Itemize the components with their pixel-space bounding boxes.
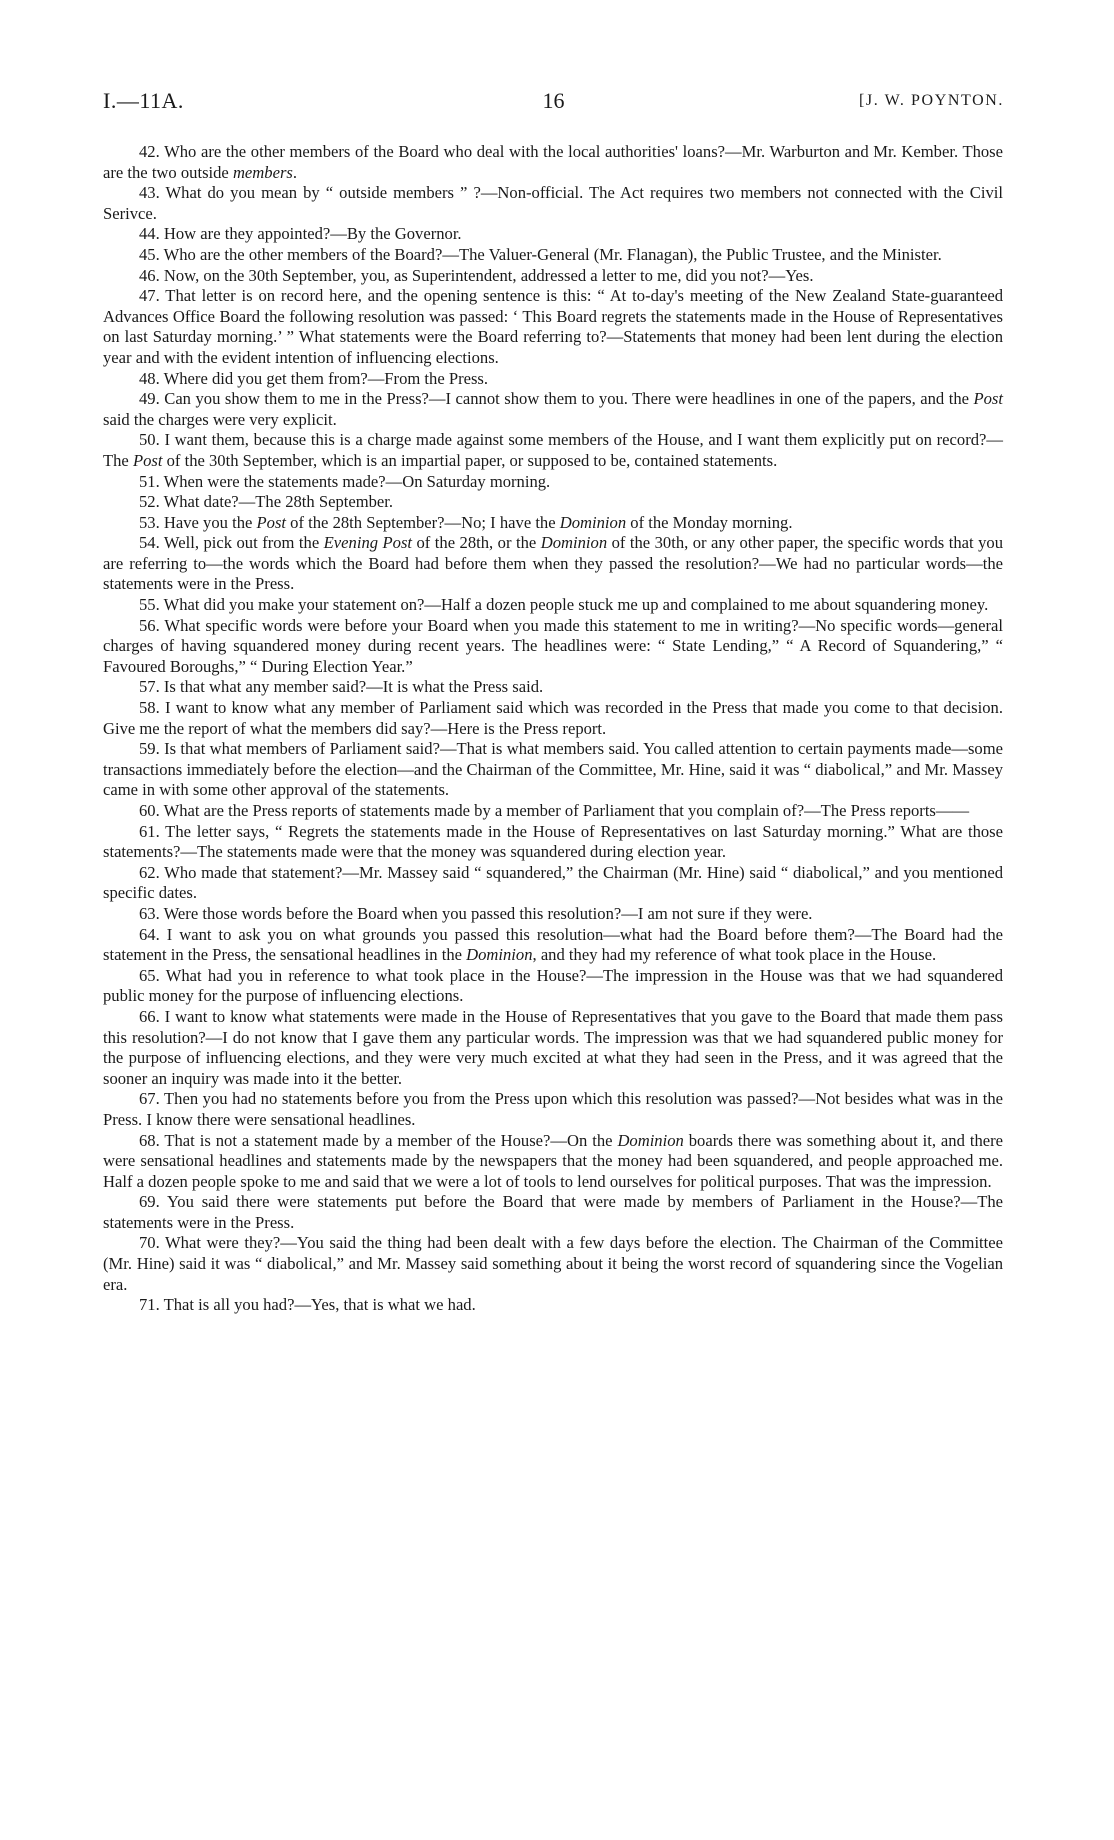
paragraph-text: of the 28th, or the xyxy=(412,533,541,553)
testimony-paragraph xyxy=(103,904,1003,925)
paragraph-text: 47. That letter is on record here, and the opening sentence is this: “ At to-day's meeting of the New Zealand State-guaranteed Advances Office Board the following resolution was passed: ‘ This Board regrets the statements made in the House of Representatives on last Saturday morning.’ ” What statements were the Board referring to?—Statements that money had been lent during the election year and with the evident intention of influencing elections. xyxy=(103,286,1003,367)
paragraph-text: , and they had my reference of what took place in the House. xyxy=(532,945,937,965)
testimony-paragraph xyxy=(103,266,1003,287)
testimony-paragraph xyxy=(103,863,1003,904)
testimony-paragraph xyxy=(103,224,1003,245)
testimony-paragraph xyxy=(103,677,1003,698)
paragraph-text: 46. Now, on the 30th September, you, as Superintendent, addressed a letter to me, did you not?—Yes. xyxy=(139,265,814,285)
paragraph-text: 68. That is not a statement made by a member of the House?—On the xyxy=(139,1130,618,1150)
paragraph-text: 51. When were the statements made?—On Saturday morning. xyxy=(139,471,551,491)
page-number: 16 xyxy=(542,88,565,113)
paragraph-text: 59. Is that what members of Parliament said?—That is what members said. You called attention to certain payments made—some transactions immediately before the election—and the Chairman of the Committee, Mr. Hine, said it was “ diabolical,” and Mr. Massey came in with some other approval of the statements. xyxy=(103,739,1003,800)
paragraph-text: 60. What are the Press reports of statements made by a member of Parliament that you complain of?—The Press reports—— xyxy=(139,801,970,820)
parliamentary-paper-reference: I.—11A. xyxy=(103,88,184,113)
paragraph-text: 44. How are they appointed?—By the Governor. xyxy=(139,224,462,244)
testimony-paragraph xyxy=(103,430,1003,471)
paragraph-text: 50. I want them, because this is a charge made against some members of the House, and I want them explicitly put on record?—The xyxy=(103,430,1003,470)
testimony-paragraph xyxy=(103,369,1003,390)
paragraph-text: 58. I want to know what any member of Parliament said which was recorded in the Press that made you come to that decision. Give me the report of what the members did say?—Here is the Press report. xyxy=(103,698,1003,738)
testimony-paragraph xyxy=(103,533,1003,595)
testimony-paragraph xyxy=(103,1295,1003,1316)
paragraph-text: 67. Then you had no statements before you from the Press upon which this resolution was passed?—Not besides what was in the Press. I know there were sensational headlines. xyxy=(103,1089,1003,1129)
paragraph-text: 64. I want to ask you on what grounds you passed this resolution—what had the Board before them?—The Board had the statement in the Press, the sensational headlines in the xyxy=(103,924,1003,965)
testimony-paragraph xyxy=(103,801,1003,822)
italic-title: Dominion xyxy=(466,945,533,965)
paragraph-text: said the charges were very explicit. xyxy=(103,409,337,429)
italic-title: Post xyxy=(132,450,163,470)
testimony-paragraph xyxy=(103,698,1003,739)
testimony-paragraph xyxy=(103,739,1003,801)
italic-title: Post xyxy=(973,389,1003,409)
paragraph-text: 63. Were those words before the Board when you passed this resolution?—I am not sure if they were. xyxy=(139,903,813,923)
paragraph-text: 62. Who made that statement?—Mr. Massey said “ squandered,” the Chairman (Mr. Hine) said “ diabolical,” and you mentioned specific dates. xyxy=(103,862,1003,903)
italic-title: Post xyxy=(256,512,287,532)
paragraph-text: boards there was something about it, and there were sensational headlines and statements made by the newspapers that the money had been squandered, and people approached me. Half a dozen people spoke to me and said that we were a lot of tools to lend ourselves for political purposes. That was the impression. xyxy=(103,1130,1003,1191)
testimony-paragraph xyxy=(103,1233,1003,1295)
testimony-body xyxy=(103,142,1003,1316)
testimony-paragraph xyxy=(103,472,1003,493)
testimony-paragraph xyxy=(103,822,1003,863)
paragraph-text: 71. That is all you had?—Yes, that is what we had. xyxy=(139,1295,476,1315)
testimony-paragraph xyxy=(103,389,1003,430)
page-header xyxy=(103,88,1004,118)
testimony-paragraph xyxy=(103,1007,1003,1089)
paragraph-text: 69. You said there were statements put before the Board that were made by members of Parliament in the House?—The statements were in the Press. xyxy=(103,1192,1003,1232)
italic-title: members xyxy=(232,162,293,182)
italic-title: Dominion xyxy=(540,533,608,553)
witness-name: [J. W. POYNTON. xyxy=(858,92,1004,109)
paragraph-text: 45. Who are the other members of the Board?—The Valuer-General (Mr. Flanagan), the Public Trustee, and the Minister. xyxy=(139,244,942,264)
paragraph-text: 43. What do you mean by “ outside members ” ?—Non-official. The Act requires two members not connected with the Civil Serivce. xyxy=(103,183,1003,223)
paragraph-text: 53. Have you the xyxy=(139,512,257,532)
paragraph-text: 42. Who are the other members of the Board who deal with the local authorities' loans?—Mr. Warburton and Mr. Kember. Those are the two outside xyxy=(103,142,1003,182)
paragraph-text: 52. What date?—The 28th September. xyxy=(139,492,394,512)
italic-title: Evening Post xyxy=(323,533,413,553)
paragraph-text: 70. What were they?—You said the thing had been dealt with a few days before the election. The Chairman of the Committee (Mr. Hine) said it was “ diabolical,” and Mr. Massey said something about it being the worst record of squandering since the Vogelian era. xyxy=(103,1233,1003,1294)
testimony-paragraph xyxy=(103,245,1003,266)
paragraph-text: 49. Can you show them to me in the Press?—I cannot show them to you. There were headlines in one of the papers, and the xyxy=(139,389,974,409)
paragraph-text: 56. What specific words were before your Board when you made this statement to me in writing?—No specific words—general charges of having squandered money during recent years. The headlines were: “ State Lending,” “ A Record of Squandering,” “ Favoured Boroughs,” “ During Election Year.” xyxy=(103,615,1003,676)
testimony-paragraph xyxy=(103,286,1003,368)
testimony-paragraph xyxy=(103,142,1003,183)
paragraph-text: . xyxy=(292,162,298,182)
testimony-paragraph xyxy=(103,1192,1003,1233)
paragraph-text: 57. Is that what any member said?—It is what the Press said. xyxy=(139,677,544,697)
testimony-paragraph xyxy=(103,513,1003,534)
paragraph-text: 55. What did you make your statement on?—Half a dozen people stuck me up and complained to me about squandering money. xyxy=(139,595,989,615)
testimony-paragraph xyxy=(103,183,1003,224)
paragraph-text: 61. The letter says, “ Regrets the statements made in the House of Representatives on last Saturday morning.” What are those statements?—The statements made were that the money was squandered during election year. xyxy=(103,821,1003,862)
paragraph-text: of the 30th September, which is an impartial paper, or supposed to be, contained statements. xyxy=(162,450,778,470)
testimony-paragraph xyxy=(103,616,1003,678)
paragraph-text: 65. What had you in reference to what took place in the House?—The impression in the House was that we had squandered public money for the purpose of influencing elections. xyxy=(103,965,1003,1006)
paragraph-text: 48. Where did you get them from?—From the Press. xyxy=(139,368,489,388)
testimony-paragraph xyxy=(103,492,1003,513)
paragraph-text: 66. I want to know what statements were made in the House of Representatives that you gave to the Board that made them pass this resolution?—I do not know that I gave them any particular words. The impression was that we had squandered public money for the purpose of influencing elections, and they were very much excited at what they had seen in the Press, and it was agreed that the sooner an inquiry was made into it the better. xyxy=(103,1006,1003,1088)
italic-title: Dominion xyxy=(559,512,627,532)
testimony-paragraph xyxy=(103,1131,1003,1193)
paragraph-text: of the Monday morning. xyxy=(626,512,793,532)
testimony-paragraph xyxy=(103,1089,1003,1130)
paragraph-text: 54. Well, pick out from the xyxy=(139,533,324,553)
paragraph-text: of the 30th, or any other paper, the specific words that you are referring to—the words which the Board had before them when they passed the resolution?—We had no particular words—the statements were in the Press. xyxy=(103,533,1003,594)
paragraph-text: of the 28th September?—No; I have the xyxy=(286,512,560,532)
testimony-paragraph xyxy=(103,595,1003,616)
testimony-paragraph xyxy=(103,925,1003,966)
testimony-paragraph xyxy=(103,966,1003,1007)
italic-title: Dominion xyxy=(617,1130,684,1150)
